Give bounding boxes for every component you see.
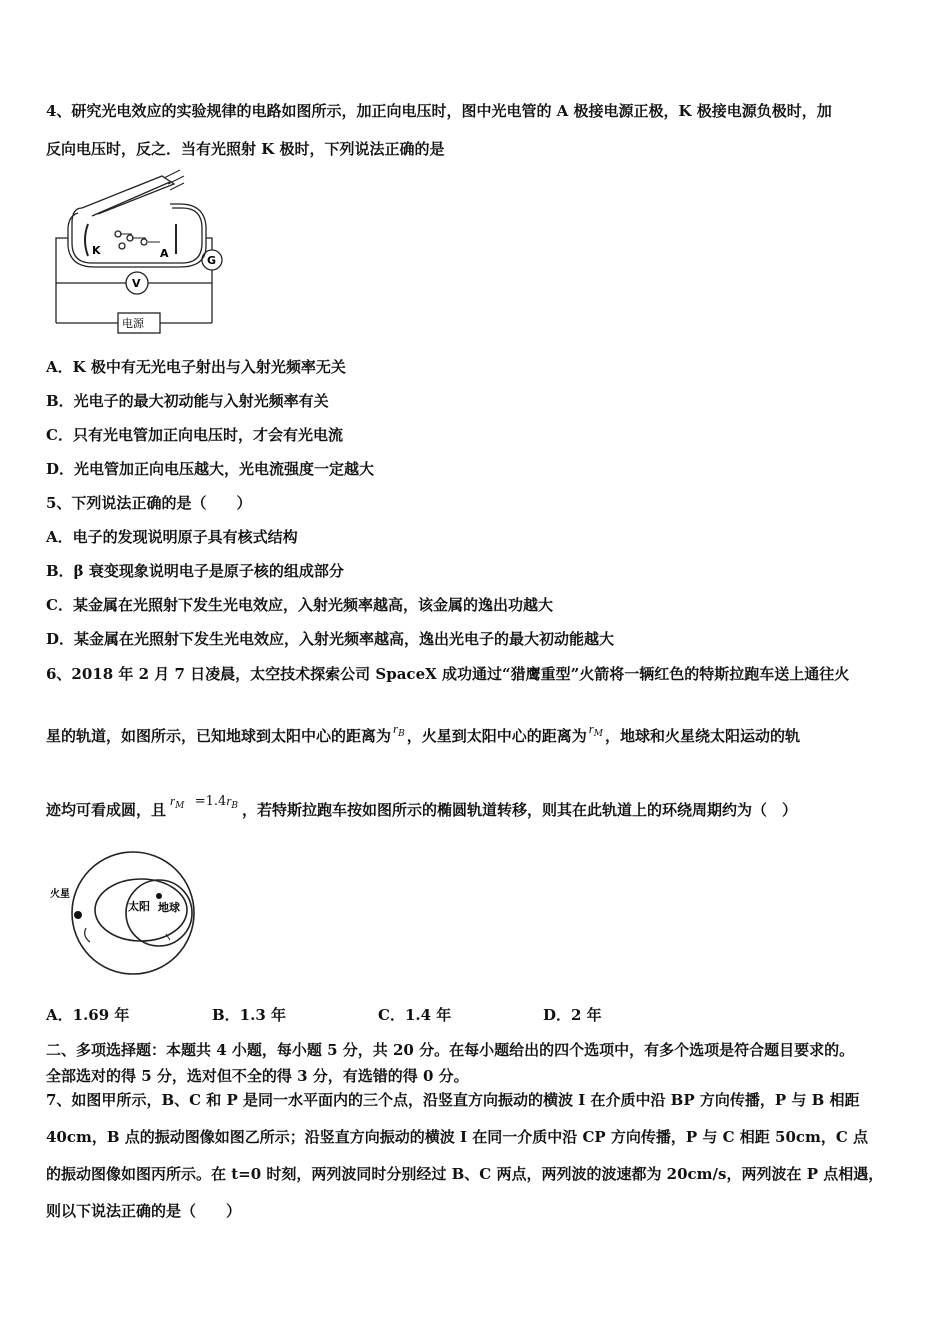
r-b-symbol [393,719,405,737]
r-m-letter: r [588,721,594,736]
q6-option-a: A．1.69 年 [46,1006,130,1024]
ratio-equation [170,791,238,809]
q5-option-b: B．β 衰变现象说明电子是原子核的组成部分 [46,562,344,580]
r-b-subscript: B [398,729,405,739]
q6-option-d: D．2 年 [543,1006,602,1024]
cathode-label-k: K [92,244,101,257]
q6-line2-part-b: ，火星到太阳中心的距离为 [406,727,587,745]
q6-stem-line2 [46,721,801,749]
q7-line4: 则以下说法正确的是（ ） [46,1202,242,1220]
q5-option-c: C．某金属在光照射下发生光电效应，入射光频率越高，该金属的逸出功越大 [46,596,553,614]
eq-r-b-subscript: B [231,801,239,811]
earth-dot [156,893,162,899]
eq-r-b-letter: r [226,793,232,808]
mars-label: 火星 [50,889,70,900]
q6-line2-part-c: ，地球和火星绕太阳运动的轨 [605,727,801,745]
q4-option-b: B．光电子的最大初动能与入射光频率有关 [46,392,329,410]
q6-line3-part-b: ，若特斯拉跑车按如图所示的椭圆轨道转移，则其在此轨道上的环绕周期约为（ ） [242,801,798,819]
eq-r-m-letter: r [170,793,176,808]
voltmeter-label-v: V [132,277,141,290]
sun-label: 太阳 [128,900,150,913]
q4-option-a: A．K 极中有无光电子射出与入射光频率无关 [46,358,346,376]
r-b-letter: r [393,721,399,736]
power-source-label: 电源 [122,317,144,330]
orbit-diagram [46,850,206,978]
section2-line2: 全部选对的得 5 分，选对但不全的得 3 分，有选错的得 0 分。 [46,1067,469,1085]
q4-option-d: D．光电管加正向电压越大，光电流强度一定越大 [46,460,375,478]
q5-option-a: A．电子的发现说明原子具有核式结构 [46,528,298,546]
mars-dot [74,911,82,919]
q7-line2: 40cm，B 点的振动图像如图乙所示；沿竖直方向振动的横波 I 在同一介质中沿 CP 方向传播，P 与 C 相距 50cm，C 点 [46,1128,869,1146]
earth-label: 地球 [158,901,180,914]
galvanometer-label-g: G [207,254,217,267]
q6-stem-line1: 6、2018 年 2 月 7 日凌晨，太空技术探索公司 SpaceX 成功通过“猎鹰重型”火箭将一辆红色的特斯拉跑车送上通往火 [46,665,850,683]
q6-option-c: C．1.4 年 [378,1006,452,1024]
q4-option-c: C．只有光电管加正向电压时，才会有光电流 [46,426,343,444]
q7-line1: 7、如图甲所示，B、C 和 P 是同一水平面内的三个点，沿竖直方向振动的横波 I 在介质中沿 BP 方向传播，P 与 B 相距 [46,1091,860,1109]
eq-r-m-subscript: M [175,801,185,811]
photoelectric-circuit-diagram [52,168,232,336]
anode-label-a: A [160,247,169,260]
q6-option-b: B．1.3 年 [212,1006,286,1024]
section2-line1: 二、多项选择题：本题共 4 小题，每小题 5 分，共 20 分。在每小题给出的四个选项中，有多个选项是符合题目要求的。 [46,1041,855,1059]
q4-stem-line1: 4、研究光电效应的实验规律的电路如图所示，加正向电压时，图中光电管的 A 极接电源正极，K 极接电源负极时，加 [46,102,832,120]
r-m-subscript: M [593,729,603,739]
q6-line2-part-a: 星的轨道，如图所示，已知地球到太阳中心的距离为 [46,727,392,745]
q6-line3-part-a: 迹均可看成圆，且 [46,801,167,819]
r-m-symbol [589,719,603,737]
q5-stem: 5、下列说法正确的是（ ） [46,494,252,512]
q6-stem-line3 [46,793,798,823]
q7-line3: 的振动图像如图丙所示。在 t=0 时刻，两列波同时分别经过 B、C 两点，两列波的波速都为 20cm/s，两列波在 P 点相遇， [46,1165,884,1183]
q5-option-d: D．某金属在光照射下发生光电效应，入射光频率越高，逸出光电子的最大初动能越大 [46,630,615,648]
eq-middle: =1.4 [194,794,227,809]
q4-stem-line2: 反向电压时，反之．当有光照射 K 极时，下列说法正确的是 [46,140,445,158]
